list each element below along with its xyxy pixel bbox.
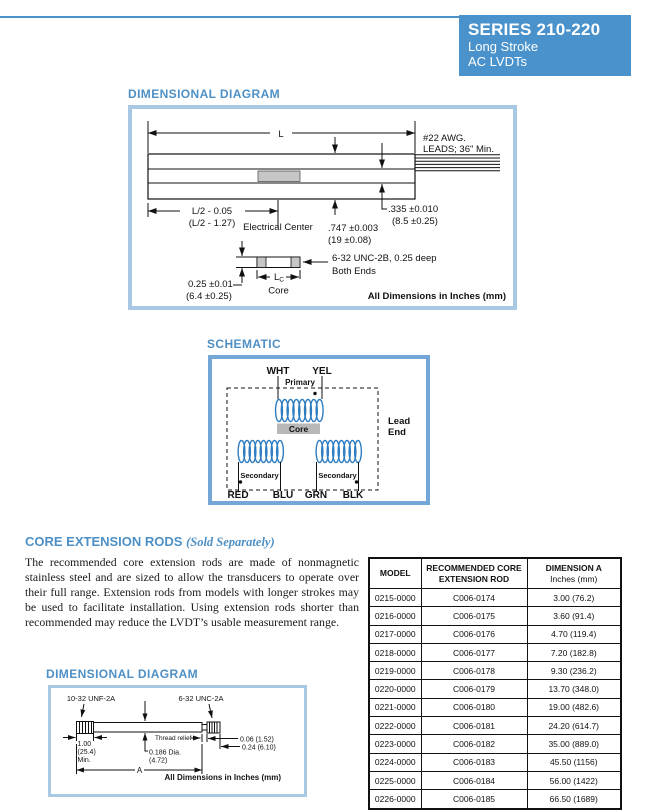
model-cell: 0219-0000 <box>369 662 421 680</box>
model-cell: 0221-0000 <box>369 698 421 716</box>
dimension-cell: 3.60 (91.4) <box>527 607 621 625</box>
col-header-rod: RECOMMENDED CORE EXTENSION ROD <box>421 558 527 589</box>
primary-label: Primary <box>285 378 315 387</box>
core-label: Core <box>268 285 289 297</box>
secondary-label-right: Secondary <box>318 471 357 480</box>
table-row <box>369 680 621 698</box>
rod-thread-right <box>207 722 220 733</box>
rod-cell: C006-0175 <box>421 607 527 625</box>
core-thread-end <box>257 257 266 268</box>
core-extension-rods-heading: CORE EXTENSION RODS <box>25 534 183 549</box>
wire-label-wht: WHT <box>266 366 290 377</box>
rod-cell: C006-0177 <box>421 643 527 661</box>
table-row <box>369 753 621 771</box>
table-row <box>369 717 621 735</box>
rod-shaft <box>94 723 203 733</box>
dimensional-diagram-2-title: DIMENSIONAL DIAGRAM <box>46 667 199 681</box>
series-subtitle-1: Long Stroke <box>468 39 539 54</box>
header-rule <box>0 16 459 18</box>
dimension-cell: 24.20 (614.7) <box>527 717 621 735</box>
all-dimensions-note: All Dimensions in Inches (mm) <box>367 291 506 302</box>
thread-left-label: 10-32 UNF-2A <box>66 694 116 703</box>
secondary-coil-left <box>238 441 283 463</box>
all-dimensions-note-2: All Dimensions in Inches (mm) <box>164 773 281 782</box>
rod-cell: C006-0176 <box>421 625 527 643</box>
model-cell: 0216-0000 <box>369 607 421 625</box>
series-header-box <box>459 15 631 76</box>
dimension-cell: 45.50 (1156) <box>527 753 621 771</box>
rod-cell: C006-0179 <box>421 680 527 698</box>
rod-cell: C006-0178 <box>421 662 527 680</box>
lead-wires <box>415 155 500 171</box>
dia-label-1: 0.186 Dia. <box>149 749 181 757</box>
leader-line <box>145 748 148 751</box>
dimension-cell: 35.00 (889.0) <box>527 735 621 753</box>
lvdt-dimension-drawing <box>132 109 513 306</box>
model-cell: 0226-0000 <box>369 790 421 809</box>
wire-label-grn: GRN <box>304 490 328 501</box>
dimensional-diagram-title: DIMENSIONAL DIAGRAM <box>128 87 281 101</box>
len-label-1: 1.00 <box>77 741 92 748</box>
electrical-center-label: Electrical Center <box>243 222 313 233</box>
lead-end-label-2: End <box>388 427 406 438</box>
dim-label-L2-1: L/2 - 0.05 <box>191 206 233 217</box>
table-row <box>369 662 621 680</box>
model-cell: 0217-0000 <box>369 625 421 643</box>
extension-rod-drawing <box>51 688 304 794</box>
leader-arrow <box>82 704 85 717</box>
extension-rod-panel <box>48 685 307 797</box>
dimensional-diagram-panel <box>128 105 517 310</box>
dim-label-A: A <box>136 766 143 775</box>
thread-note-1: 6-32 UNC-2B, 0.25 deep <box>332 253 437 264</box>
wire-label-blu: BLU <box>272 490 294 501</box>
model-cell: 0222-0000 <box>369 717 421 735</box>
table-row <box>369 607 621 625</box>
table-row <box>369 771 621 789</box>
model-cell: 0224-0000 <box>369 753 421 771</box>
dimension-cell: 13.70 (348.0) <box>527 680 621 698</box>
awg-label-2: LEADS; 36" Min. <box>423 144 494 155</box>
rod-cell: C006-0180 <box>421 698 527 716</box>
table-row <box>369 790 621 809</box>
sold-separately-note: (Sold Separately) <box>186 535 275 549</box>
dimension-cell: 7.20 (182.8) <box>527 643 621 661</box>
dim-label-006: 0.06 (1.52) <box>240 736 274 744</box>
polarity-dot <box>239 480 242 483</box>
table-row <box>369 589 621 607</box>
extension-rod <box>77 722 221 734</box>
schematic-panel <box>208 355 430 505</box>
len-label-3: Min. <box>77 757 91 764</box>
model-cell: 0225-0000 <box>369 771 421 789</box>
rod-cell: C006-0185 <box>421 790 527 809</box>
dim-label-335-2: (8.5 ±0.25) <box>392 216 438 227</box>
dim-label-Lc: LC <box>274 272 284 284</box>
core-extension-rods-paragraph: The recommended core extension rods are made of nonmagnetic stainless steel and are sized to allow the transducers to operate over their full range. Extension rods from models with longer strokes may be used to facilitate installation. Using extension rods shorter than recommended may reduce the LVDT’s usable measurement range. <box>25 555 359 629</box>
rod-cell: C006-0183 <box>421 753 527 771</box>
model-cell: 0215-0000 <box>369 589 421 607</box>
wire-label-yel: YEL <box>312 366 332 377</box>
dia-label-2: (4.72) <box>149 757 168 765</box>
schematic-drawing <box>212 359 426 501</box>
model-cell: 0223-0000 <box>369 735 421 753</box>
table-row <box>369 643 621 661</box>
model-cell: 0220-0000 <box>369 680 421 698</box>
dim-label-335-1: .335 ±0.010 <box>388 204 439 215</box>
rod-cell: C006-0174 <box>421 589 527 607</box>
polarity-dot <box>313 392 316 395</box>
col-header-model: MODEL <box>369 558 421 589</box>
series-title: SERIES 210-220 <box>468 20 601 39</box>
lead-end-label-1: Lead <box>388 416 411 427</box>
series-subtitle-2: AC LVDTs <box>468 54 527 69</box>
polarity-dot <box>355 480 358 483</box>
core-extension-rods-title <box>25 534 275 550</box>
dimension-cell: 9.30 (236.2) <box>527 662 621 680</box>
dim-label-747-1: .747 ±0.003 <box>328 223 379 234</box>
rod-cell: C006-0182 <box>421 735 527 753</box>
thread-right-label: 6-32 UNC-2A <box>178 694 224 703</box>
table-row <box>369 735 621 753</box>
rod-neck <box>202 725 207 731</box>
table-row <box>369 698 621 716</box>
thread-note-2: Both Ends <box>332 266 376 277</box>
core-thread-end <box>291 257 300 268</box>
schematic-core-label: Core <box>288 424 309 434</box>
model-cell: 0218-0000 <box>369 643 421 661</box>
schematic-title: SCHEMATIC <box>207 337 282 351</box>
table-header-row <box>369 558 621 589</box>
secondary-coil-right <box>316 441 361 463</box>
leader-arrow <box>209 704 212 718</box>
awg-label-1: #22 AWG. <box>423 133 466 144</box>
dimension-cell: 4.70 (119.4) <box>527 625 621 643</box>
dim-label-025-1: 0.25 ±0.01 <box>188 279 233 290</box>
dimension-cell: 19.00 (482.6) <box>527 698 621 716</box>
leader-line <box>382 206 387 209</box>
col-header-dimension: DIMENSION A Inches (mm) <box>527 558 621 589</box>
dim-label-747-2: (19 ±0.08) <box>328 235 372 246</box>
dimension-cell: 56.00 (1422) <box>527 771 621 789</box>
core-rod-table <box>368 557 622 810</box>
primary-coil <box>276 400 324 422</box>
dim-label-L: L <box>278 129 284 140</box>
table-row <box>369 625 621 643</box>
wire-label-blk: BLK <box>342 490 364 501</box>
table-body <box>369 589 621 809</box>
rod-cell: C006-0184 <box>421 771 527 789</box>
dim-label-L2-2: (L/2 - 1.27) <box>188 218 236 229</box>
len-label-2: (25.4) <box>77 749 96 756</box>
core-in-body <box>258 171 300 182</box>
rod-cell: C006-0181 <box>421 717 527 735</box>
dimension-cell: 3.00 (76.2) <box>527 589 621 607</box>
dim-label-024: 0.24 (6.10) <box>242 744 276 752</box>
dim-label-025-2: (6.4 ±0.25) <box>186 291 232 302</box>
dimension-cell: 66.50 (1689) <box>527 790 621 809</box>
secondary-label-left: Secondary <box>240 471 279 480</box>
thread-relief-label: Thread relief <box>155 735 192 742</box>
wire-label-red: RED <box>227 490 249 501</box>
